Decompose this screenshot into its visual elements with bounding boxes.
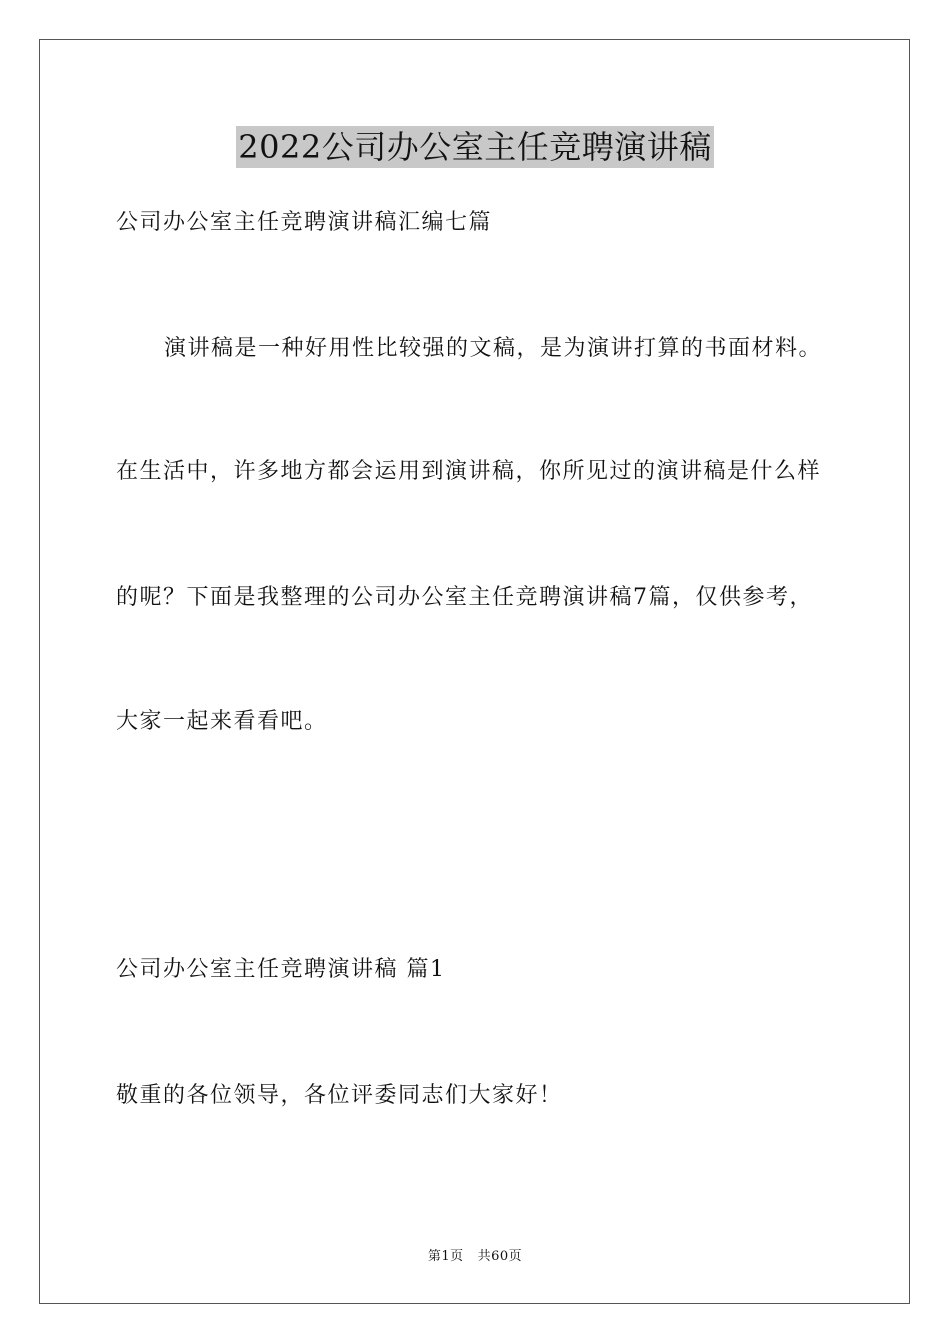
document-subtitle: 公司办公室主任竞聘演讲稿汇编七篇 — [116, 210, 493, 235]
paragraph-line-1: 演讲稿是一种好用性比较强的文稿，是为演讲打算的书面材料。 — [164, 336, 823, 361]
title-container — [0, 126, 950, 168]
document-title: 2022公司办公室主任竞聘演讲稿 — [238, 128, 712, 166]
section-heading: 公司办公室主任竞聘演讲稿 篇1 — [116, 957, 446, 982]
page-total: 共60页 — [477, 1249, 523, 1264]
page-number: 第1页 — [427, 1249, 464, 1264]
paragraph-line-2: 在生活中，许多地方都会运用到演讲稿，你所见过的演讲稿是什么样 — [116, 459, 822, 484]
greeting-line: 敬重的各位领导，各位评委同志们大家好！ — [116, 1083, 563, 1108]
paragraph-line-4: 大家一起来看看吧。 — [116, 709, 328, 734]
paragraph-line-3: 的呢？下面是我整理的公司办公室主任竞聘演讲稿7篇，仅供参考， — [116, 585, 813, 610]
page-footer — [0, 1249, 950, 1265]
